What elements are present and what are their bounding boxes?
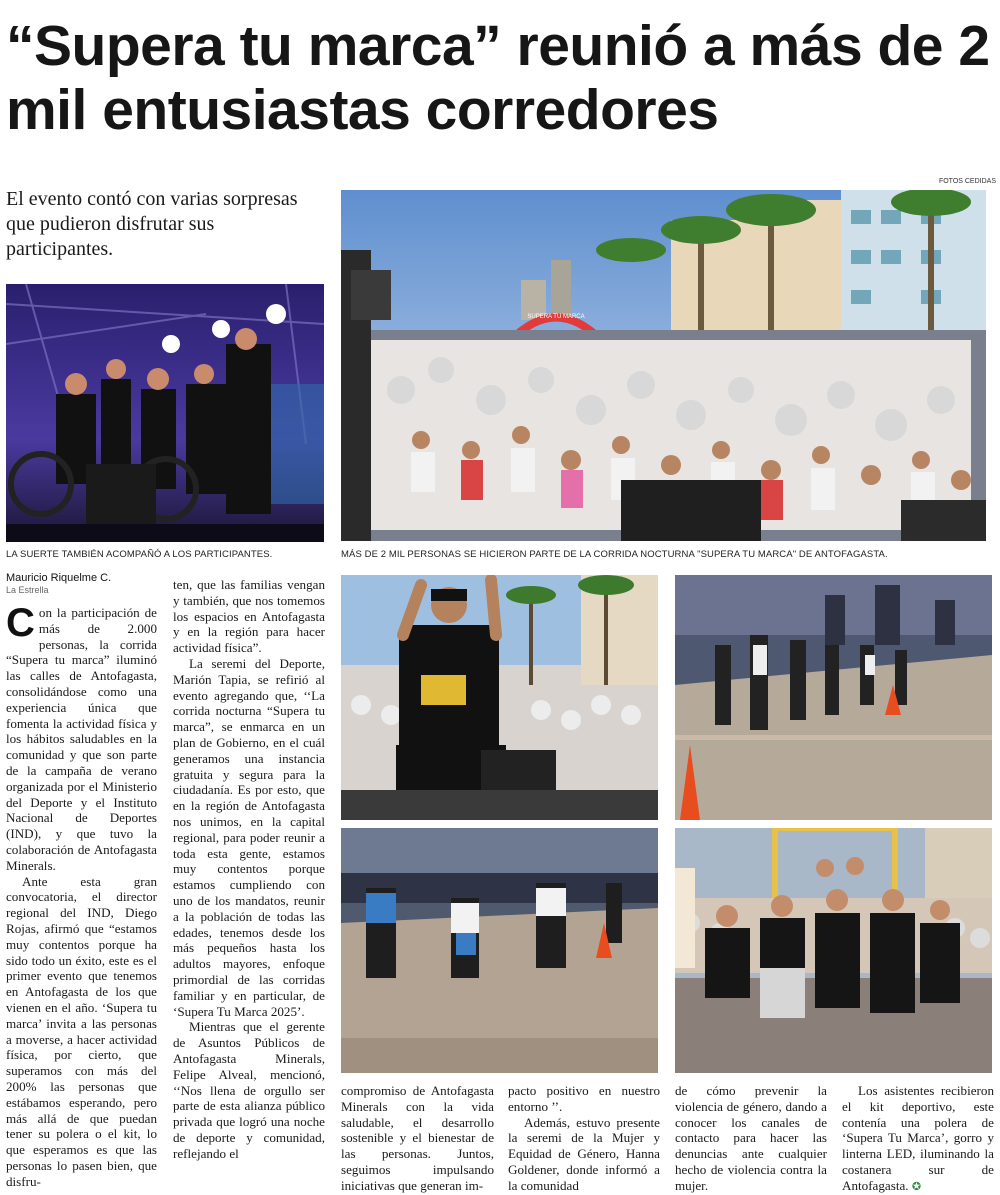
column-4-paragraph-2: Además, estuvo presente la seremi de la Mujer y Equidad de Género, Hanna Goldener, donde informó a la comunidad	[508, 1114, 660, 1193]
article-column-5	[675, 1083, 827, 1194]
article-deck: El evento contó con varias sorpresas que pudieron disfrutar sus participantes.	[6, 188, 298, 260]
byline-outlet: La Estrella	[6, 585, 49, 595]
column-2-paragraph-1: ten, que las familias vengan y también, que nos tomemos los espacios en Antofagasta y en la región para hacer actividad física”.	[173, 577, 325, 656]
column-1-paragraph-2: Ante esta gran convocatoria, el director regional del IND, Diego Rojas, afirmó que “estamos muy contentos porque ha sido todo un éxito, este es el primer evento que tenemos en Antofagasta de los que vienen en el año. ‘Supera tu marca’ invita a las personas a moverse, a hacer actividad física, por cierto, que superamos con más del 200% las personas que estábamos esperando, pero más allá de que puedan tener su polera o el kit, lo que esperamos es que las personas lo pasen bien, que disfru-	[6, 873, 157, 1189]
night-runners-photo	[675, 575, 992, 820]
arch-text: SUPERA TU MARCA	[527, 314, 585, 320]
column-2-paragraph-2: La seremi del Deporte, Marión Tapia, se refirió al evento agregando que, ‘‘La corrida nocturna “Supera tu marca”, se enmarca en un plan de Gobierno, en el cuál generamos una instancia gratuita y segura para la ciudadanía. Es por esto, que en la región de Antofagasta nos unimos, en la capital regional, para poder reunir a toda esta gente, estamos muy contentos porque estamos cumpliendo con uno de los mandatos, reunir a la población de todas las edades, tenemos desde los más pequeños hasta los adultos mayores, enfoque primordial de las corridas familiar y en particular, de ‘Supera Tu Marca 2025’.	[173, 655, 325, 1019]
article-headline: “Supera tu marca” reunió a más de 2 mil entusiastas corredores	[6, 14, 990, 142]
stage-photo	[6, 284, 324, 542]
stage-photo-caption: LA SUERTE TAMBIÉN ACOMPAÑÓ A LOS PARTICIPANTES.	[6, 549, 273, 560]
drop-cap: C	[6, 601, 35, 645]
group-photo	[675, 828, 992, 1073]
column-3-paragraph-1: compromiso de Antofagasta Minerals con la vida saludable, el desarrollo sostenible y el bienestar de las personas. Juntos, seguimos impulsando iniciativas que generan im-	[341, 1083, 494, 1193]
crowd-photo-caption: MÁS DE 2 MIL PERSONAS SE HICIERON PARTE DE LA CORRIDA NOCTURNA "SUPERA TU MARCA" DE ANTOFAGASTA.	[341, 549, 888, 560]
column-4-paragraph-1: pacto positivo en nuestro entorno ’’.	[508, 1083, 660, 1114]
column-2-paragraph-3: Mientras que el gerente de Asuntos Públicos de Antofagasta Minerals, Felipe Alveal, mencionó, ‘‘Nos llena de orgullo ser parte de esta alianza público privada que logró una noche de deporte y comunidad, reflejando el	[173, 1019, 325, 1161]
article-column-2	[173, 577, 325, 1161]
end-mark-icon: ✪	[911, 1179, 922, 1193]
runners-photo	[341, 828, 658, 1073]
article-column-1	[6, 601, 157, 1189]
warmup-photo	[341, 575, 658, 820]
byline-author: Mauricio Riquelme C.	[6, 572, 112, 584]
column-6-paragraph-1: Los asistentes recibieron el kit deportivo, este contenía una polera de ‘Supera Tu Marca’, gorro y linterna LED, iluminando la costanera sur de Antofagasta.	[842, 1083, 994, 1193]
column-1-paragraph-1: on la participación de más de 2.000 personas, la corrida “Supera tu marca” iluminó las calles de Antofagasta, consolidándose como una experiencia única que fomenta la actividad física y los hábitos saludables en la comunidad y que son parte de la campaña de verano organizada por el Ministerio del Deporte y el Instituto Nacional de Deportes (IND), y que tuvo la colaboración de Antofagasta Minerals.	[6, 605, 157, 873]
article-column-6	[842, 1083, 994, 1195]
column-5-paragraph-1: de cómo prevenir la violencia de género, dando a conocer los canales de contacto para hacer las denuncias ante cualquier hecho de violencia contra la mujer.	[675, 1083, 827, 1193]
crowd-photo	[341, 190, 986, 541]
article-column-4	[508, 1083, 660, 1194]
photo-credit: FOTOS CEDIDAS	[938, 178, 996, 185]
article-column-3	[341, 1083, 494, 1194]
